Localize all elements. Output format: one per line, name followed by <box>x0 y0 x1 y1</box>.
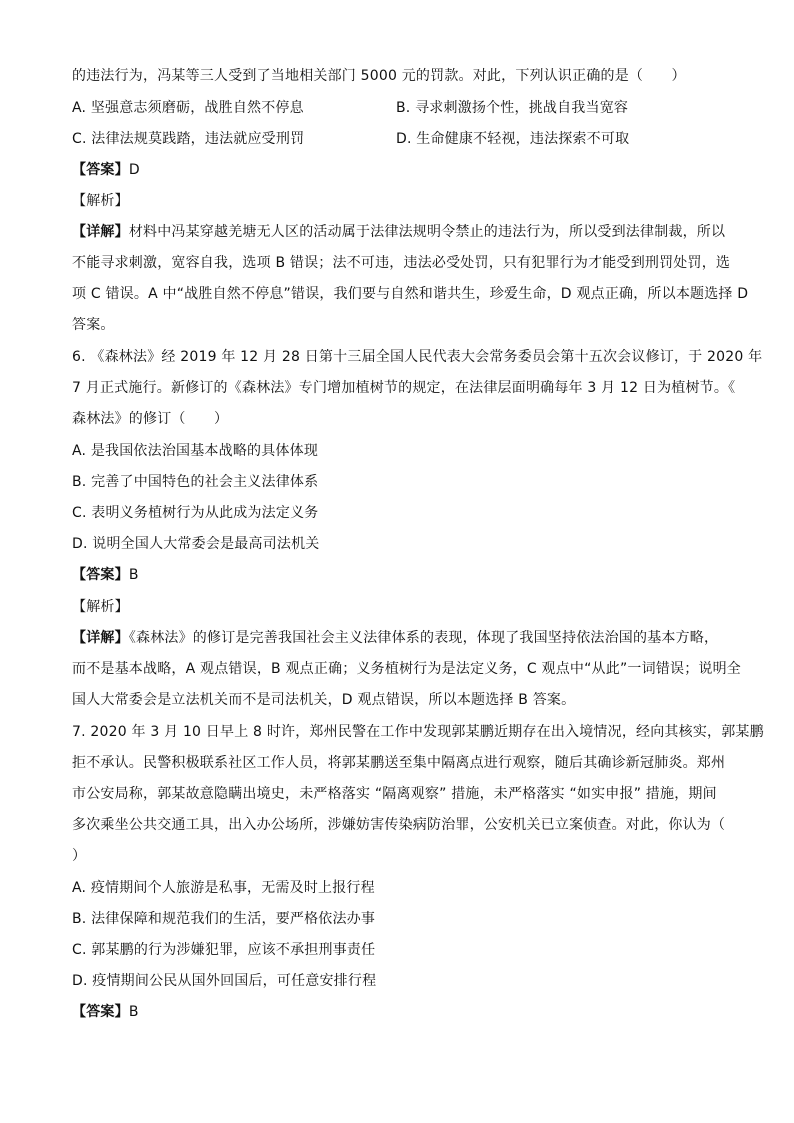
answer-value: D <box>128 162 140 178</box>
q6-option-b: B. 完善了中国特色的社会主义法律体系 <box>72 474 319 490</box>
q7-stem-line-3: 市公安局称，郭某故意隐瞒出境史，未严格落实 “隔离观察” 措施，未严格落实 “如实申报” 措施，期间 <box>72 786 717 802</box>
q7-option-b: B. 法律保障和规范我们的生活，要严格依法办事 <box>72 911 376 927</box>
q6-answer <box>72 565 139 585</box>
q5-detail-line-4: 答案。 <box>72 317 115 333</box>
q6-detail-line-3: 国人大常委会是立法机关而不是司法机关，D 观点错误，所以本题选择 B 答案。 <box>72 692 576 708</box>
q6-detail-line-2: 而不是基本战略，A 观点错误，B 观点正确；义务植树行为是法定义务，C 观点中“从此”一词错误；说明全 <box>72 661 742 677</box>
detail-tag: 【详解】 <box>72 630 129 646</box>
answer-value: B <box>128 567 139 583</box>
q7-option-c: C. 郭某鹏的行为涉嫌犯罪，应该不承担刑事责任 <box>72 942 376 958</box>
detail-text: 材料中冯某穿越羌塘无人区的活动属于法律法规明令禁止的违法行为，所以受到法律制裁，所以 <box>128 224 726 240</box>
q5-detail-line-3: 项 C 错误。A 中“战胜自然不停息”错误，我们要与自然和谐共生，珍爱生命，D 观点正确，所以本题选择 D <box>72 286 749 302</box>
q7-option-d: D. 疫情期间公民从国外回国后，可任意安排行程 <box>72 973 377 989</box>
q5-answer <box>72 160 140 180</box>
q7-stem-line-5: ） <box>72 848 87 864</box>
q6-detail-line-1 <box>72 628 718 648</box>
q7-stem-line-2: 拒不承认。民警积极联系社区工作人员，将郭某鹏送至集中隔离点进行观察，随后其确诊新冠肺炎。郑州 <box>72 755 726 771</box>
q5-option-a: A. 坚强意志须磨砺，战胜自然不停息 <box>72 100 304 116</box>
q6-stem-line-3: 森林法》的修订（ ） <box>72 411 229 427</box>
answer-tag: 【答案】 <box>72 162 129 178</box>
q5-option-c: C. 法律法规莫践踏，违法就应受刑罚 <box>72 131 305 147</box>
answer-value: B <box>128 1004 139 1020</box>
q6-option-d: D. 说明全国人大常委会是最高司法机关 <box>72 536 320 552</box>
q6-stem-line-1: 6. 《森林法》经 2019 年 12 月 28 日第十三届全国人民代表大会常务委员会第十五次会议修订，于 2020 年 <box>72 349 763 365</box>
detail-text: 《森林法》的修订是完善我国社会主义法律体系的表现，体现了我国坚持依法治国的基本方略， <box>128 630 719 646</box>
q7-answer <box>72 1002 139 1022</box>
q5-detail-line-2: 不能寻求刺激，宽容自我，选项 B 错误；法不可违，违法必受处罚，只有犯罪行为才能受到刑罚处罚，选 <box>72 255 731 271</box>
q6-option-a: A. 是我国依法治国基本战略的具体体现 <box>72 443 319 459</box>
detail-tag: 【详解】 <box>72 224 129 240</box>
q5-analysis-tag: 【解析】 <box>72 193 129 209</box>
q5-option-b: B. 寻求刺激扬个性，挑战自我当宽容 <box>396 100 629 116</box>
q7-option-a: A. 疫情期间个人旅游是私事，无需及时上报行程 <box>72 880 375 896</box>
q5-option-d: D. 生命健康不轻视，违法探索不可取 <box>396 131 630 147</box>
q6-analysis-tag: 【解析】 <box>72 599 129 615</box>
q7-stem-line-1: 7. 2020 年 3 月 10 日早上 8 时许，郑州民警在工作中发现郭某鹏近期存在出入境情况，经向其核实，郭某鹏 <box>72 724 764 740</box>
q6-option-c: C. 表明义务植树行为从此成为法定义务 <box>72 505 319 521</box>
q5-detail-line-1 <box>72 222 725 242</box>
q7-stem-line-4: 多次乘坐公共交通工具，出入办公场所，涉嫌妨害传染病防治罪，公安机关已立案侦查。对此，你认为（ <box>72 817 726 833</box>
answer-tag: 【答案】 <box>72 1004 129 1020</box>
answer-tag: 【答案】 <box>72 567 129 583</box>
q6-stem-line-2: 7 月正式施行。新修订的《森林法》专门增加植树节的规定，在法律层面明确每年 3 月 12 日为植树节。《 <box>72 380 736 396</box>
q5-stem: 的违法行为，冯某等三人受到了当地相关部门 5000 元的罚款。对此，下列认识正确的是（ ） <box>72 68 686 84</box>
